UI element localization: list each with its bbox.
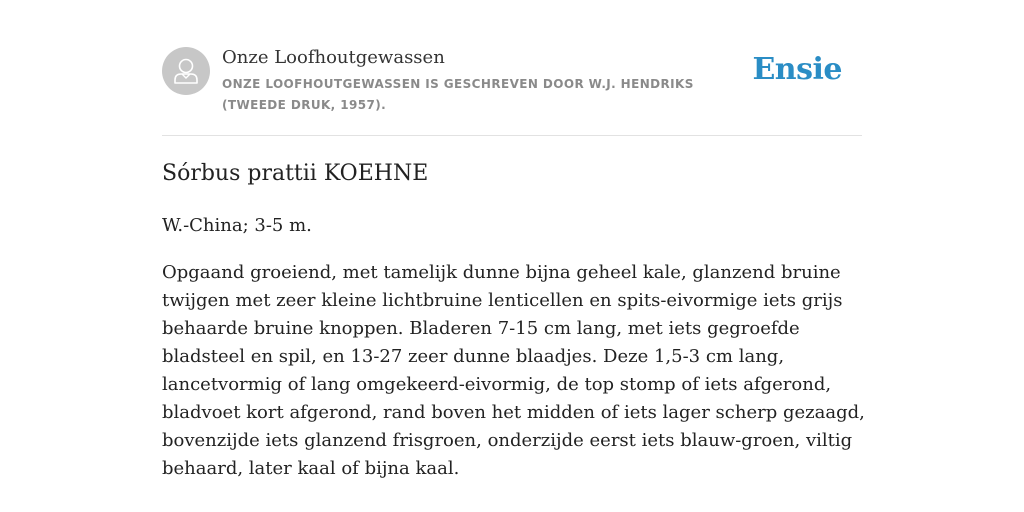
source-header [162,46,862,116]
article-title: Sórbus prattii KOEHNE [162,161,429,186]
ensie-logo[interactable]: Ensie [752,52,842,87]
avatar [162,47,210,95]
article-meta: W.-China; 3-5 m. [162,215,312,236]
article [162,158,868,483]
source-description: ONZE LOOFHOUTGEWASSEN IS GESCHREVEN DOOR W.J. HENDRIKS (TWEEDE DRUK, 1957). [222,77,694,112]
divider [162,135,862,136]
user-icon [162,47,210,95]
source-title[interactable]: Onze Loofhoutgewassen [222,47,445,68]
article-body: Opgaand groeiend, met tamelijk dunne bijna geheel kale, glanzend bruine twijgen met zeer kleine lichtbruine lenticellen en spits-eivormige iets grijs behaarde bruine knoppen. Bladeren 7-15 cm lang, met iets gegroefde bladsteel en spil, en 13-27 zeer dunne blaadjes. Deze 1,5-3 cm lang, lancetvormig of lang omgekeerd-eivormig, de top stomp of iets afgerond, bladvoet kort afgerond, rand boven het midden of iets lager scherp gezaagd, bovenzijde iets glanzend frisgroen, onderzijde eerst iets blauw-groen, viltig behaard, later kaal of bijna kaal. [162,262,865,479]
